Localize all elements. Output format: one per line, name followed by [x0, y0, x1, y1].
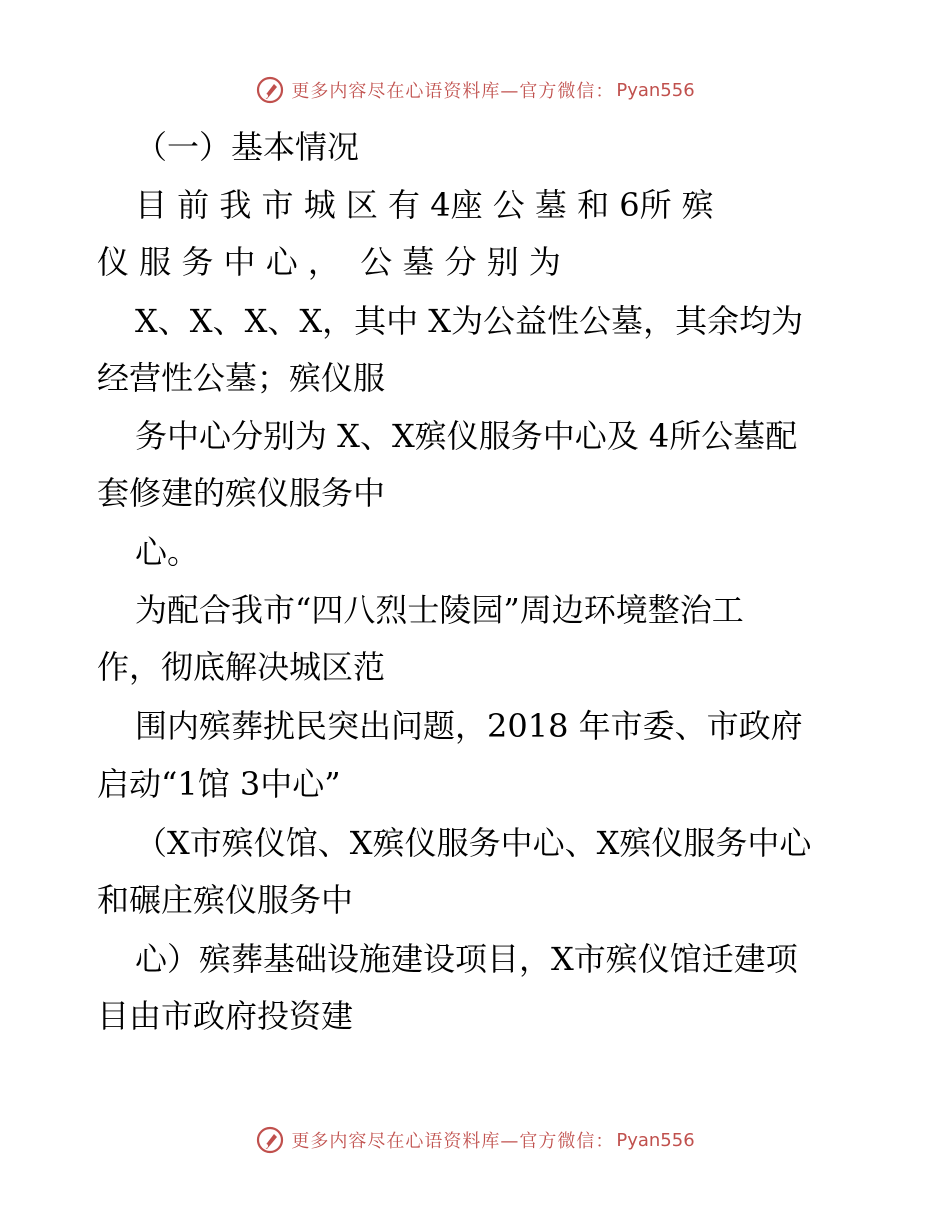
text-line: 心）殡葬基础设施建设项目，X市殡仪馆迁建项 — [135, 940, 798, 978]
text-line: 心。 — [135, 533, 200, 571]
text-line: 经营性公墓；殡仪服 — [97, 359, 386, 397]
text-line: 为配合我市“四八烈士陵园”周边环境整治工 — [135, 591, 744, 629]
text-line: 目由市政府投资建 — [97, 997, 354, 1035]
text-line: 务中心分别为 X、X殡仪服务中心及 4所公墓配 — [135, 417, 798, 455]
text-line: 作，彻底解决城区范 — [97, 648, 386, 686]
text-line: 仪 服 务 中 心 ， 公 墓 分 别 为 — [97, 243, 561, 281]
text-line: 和碾庄殡仪服务中 — [97, 881, 354, 919]
text-line: （X市殡仪馆、X殡仪服务中心、X殡仪服务中心 — [135, 824, 812, 862]
text-line: 围内殡葬扰民突出问题，2018 年市委、市政府 — [135, 707, 803, 745]
text-line: 目 前 我 市 城 区 有 4座 公 墓 和 6所 殡 — [135, 186, 714, 224]
footer-watermark — [0, 1120, 950, 1160]
pen-nib-logo-icon — [255, 1125, 285, 1155]
text-line: 启动“1馆 3中心” — [97, 765, 341, 803]
section-heading: （一）基本情况 — [135, 128, 360, 166]
watermark-text: 更多内容尽在心语资料库—官方微信： — [291, 1131, 615, 1152]
pen-nib-logo-icon — [255, 75, 285, 105]
text-line: 套修建的殡仪服务中 — [97, 474, 386, 512]
text-line: X、X、X、X，其中 X为公益性公墓，其余均为 — [135, 302, 804, 340]
watermark-wechat-id: Pyan556 — [616, 79, 695, 101]
header-watermark — [0, 70, 950, 110]
watermark-text: 更多内容尽在心语资料库—官方微信： — [291, 81, 615, 102]
watermark-wechat-id: Pyan556 — [616, 1129, 695, 1151]
